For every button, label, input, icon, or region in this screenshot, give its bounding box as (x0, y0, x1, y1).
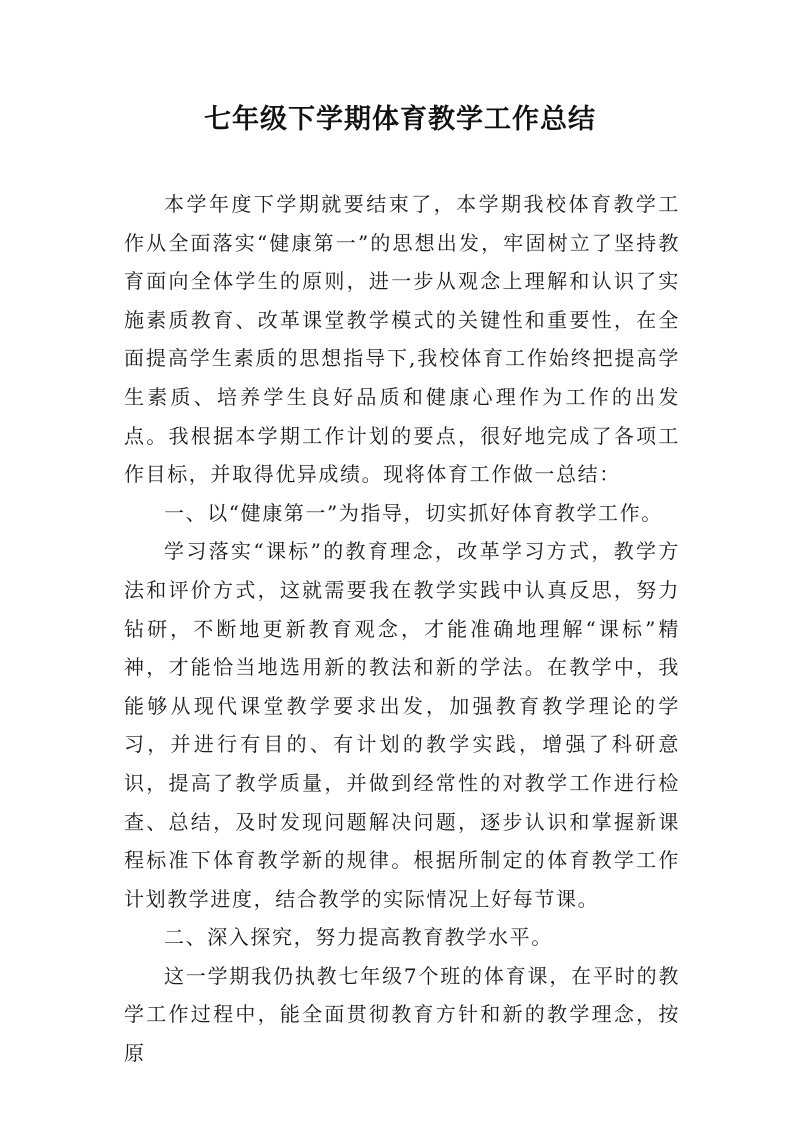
document-title: 七年级下学期体育教学工作总结 (204, 104, 596, 135)
paragraph-intro: 本学年度下学期就要结束了，本学期我校体育教学工作从全面落实“健康第一”的思想出发，牢固树立了坚持教育面向全体学生的原则，进一步从观念上理解和认识了实施素质教育、改革课堂教学模式的关键性和重要性，在全面提高学生素质的思想指导下,我校体育工作始终把提高学生素质、培养学生良好品质和健康心理作为工作的出发点。我根据本学期工作计划的要点，很好地完成了各项工作目标，并取得优异成绩。现将体育工作做一总结： (124, 192, 680, 487)
section-heading-1: 一、以“健康第一”为指导，切实抓好体育教学工作。 (164, 500, 663, 525)
document-body (124, 185, 680, 1073)
section-heading-2: 二、深入探究，努力提高教育教学水平。 (164, 925, 553, 950)
paragraph-section-2: 这一学期我仍执教七年级7个班的体育课，在平时的教学工作过程中，能全面贯彻教育方针和新的教学理念，按原 (124, 963, 680, 1066)
paragraph-section-1: 学习落实“课标”的教育理念，改革学习方式，教学方法和评价方式，这就需要我在教学实践中认真反思，努力钻研，不断地更新教育观念，才能准确地理解“课标”精神，才能恰当地选用新的教法和新的学法。在教学中，我能够从现代课堂教学要求出发，加强教育教学理论的学习，并进行有目的、有计划的教学实践，增强了科研意识，提高了教学质量，并做到经常性的对教学工作进行检查、总结，及时发现问题解决问题，逐步认识和掌握新课程标准下体育教学新的规律。根据所制定的体育教学工作计划教学进度，结合教学的实际情况上好每节课。 (124, 539, 680, 911)
